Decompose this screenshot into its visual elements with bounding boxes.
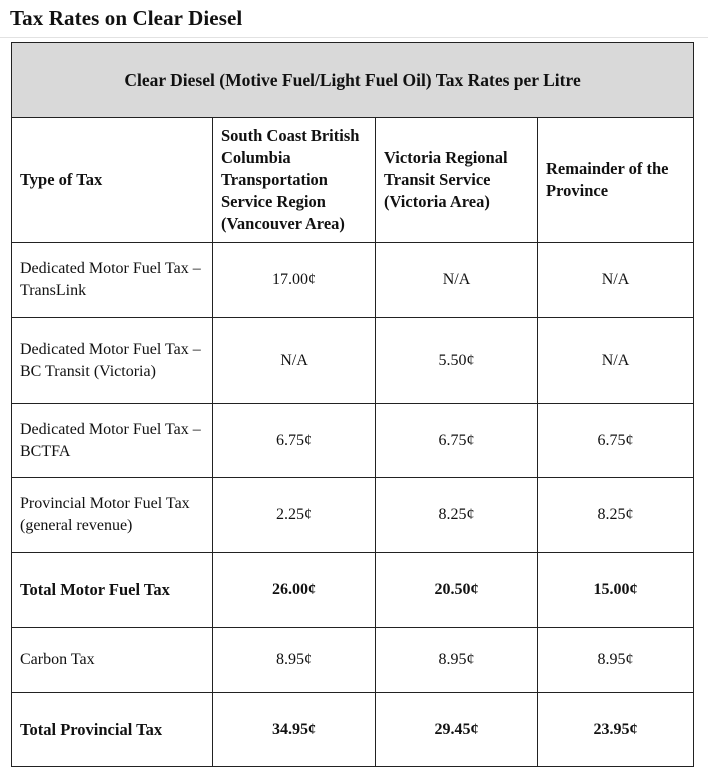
- column-header-remainder-of-province: Remainder of the Province: [538, 118, 694, 243]
- cell-value: 8.95¢: [538, 628, 694, 693]
- cell-value: 15.00¢: [538, 553, 694, 628]
- cell-value: 17.00¢: [213, 243, 376, 318]
- cell-value: 8.25¢: [376, 478, 538, 553]
- cell-value: 26.00¢: [213, 553, 376, 628]
- cell-value: 20.50¢: [376, 553, 538, 628]
- page-title: Tax Rates on Clear Diesel: [10, 6, 243, 30]
- table-row-total-provincial-tax: [12, 693, 694, 767]
- table-caption-row: [12, 43, 694, 118]
- cell-value: 6.75¢: [213, 404, 376, 478]
- cell-value: 6.75¢: [376, 404, 538, 478]
- cell-value: 34.95¢: [213, 693, 376, 767]
- row-label: Total Provincial Tax: [12, 693, 213, 767]
- table-row: [12, 628, 694, 693]
- table-row: [12, 404, 694, 478]
- column-header-victoria-area: Victoria Regional Transit Service (Victoria Area): [376, 118, 538, 243]
- cell-value: 2.25¢: [213, 478, 376, 553]
- title-divider: [0, 37, 708, 38]
- cell-value: N/A: [538, 318, 694, 404]
- column-header-type-of-tax: Type of Tax: [12, 118, 213, 243]
- cell-value: N/A: [538, 243, 694, 318]
- table-row-total-motor-fuel-tax: [12, 553, 694, 628]
- row-label: Dedicated Motor Fuel Tax – TransLink: [12, 243, 213, 318]
- row-label: Dedicated Motor Fuel Tax – BCTFA: [12, 404, 213, 478]
- cell-value: 8.95¢: [213, 628, 376, 693]
- cell-value: N/A: [213, 318, 376, 404]
- cell-value: 23.95¢: [538, 693, 694, 767]
- row-label: Total Motor Fuel Tax: [12, 553, 213, 628]
- cell-value: N/A: [376, 243, 538, 318]
- table-row: [12, 318, 694, 404]
- row-label: Carbon Tax: [12, 628, 213, 693]
- row-label: Dedicated Motor Fuel Tax – BC Transit (Victoria): [12, 318, 213, 404]
- cell-value: 5.50¢: [376, 318, 538, 404]
- row-label: Provincial Motor Fuel Tax (general revenue): [12, 478, 213, 553]
- table-row: [12, 478, 694, 553]
- cell-value: 29.45¢: [376, 693, 538, 767]
- table-header-row: [12, 118, 694, 243]
- cell-value: 8.95¢: [376, 628, 538, 693]
- cell-value: 8.25¢: [538, 478, 694, 553]
- table-row: [12, 243, 694, 318]
- column-header-vancouver-area: South Coast British Columbia Transportation Service Region (Vancouver Area): [213, 118, 376, 243]
- table-caption: Clear Diesel (Motive Fuel/Light Fuel Oil) Tax Rates per Litre: [12, 43, 694, 118]
- tax-rates-table: [11, 42, 694, 767]
- cell-value: 6.75¢: [538, 404, 694, 478]
